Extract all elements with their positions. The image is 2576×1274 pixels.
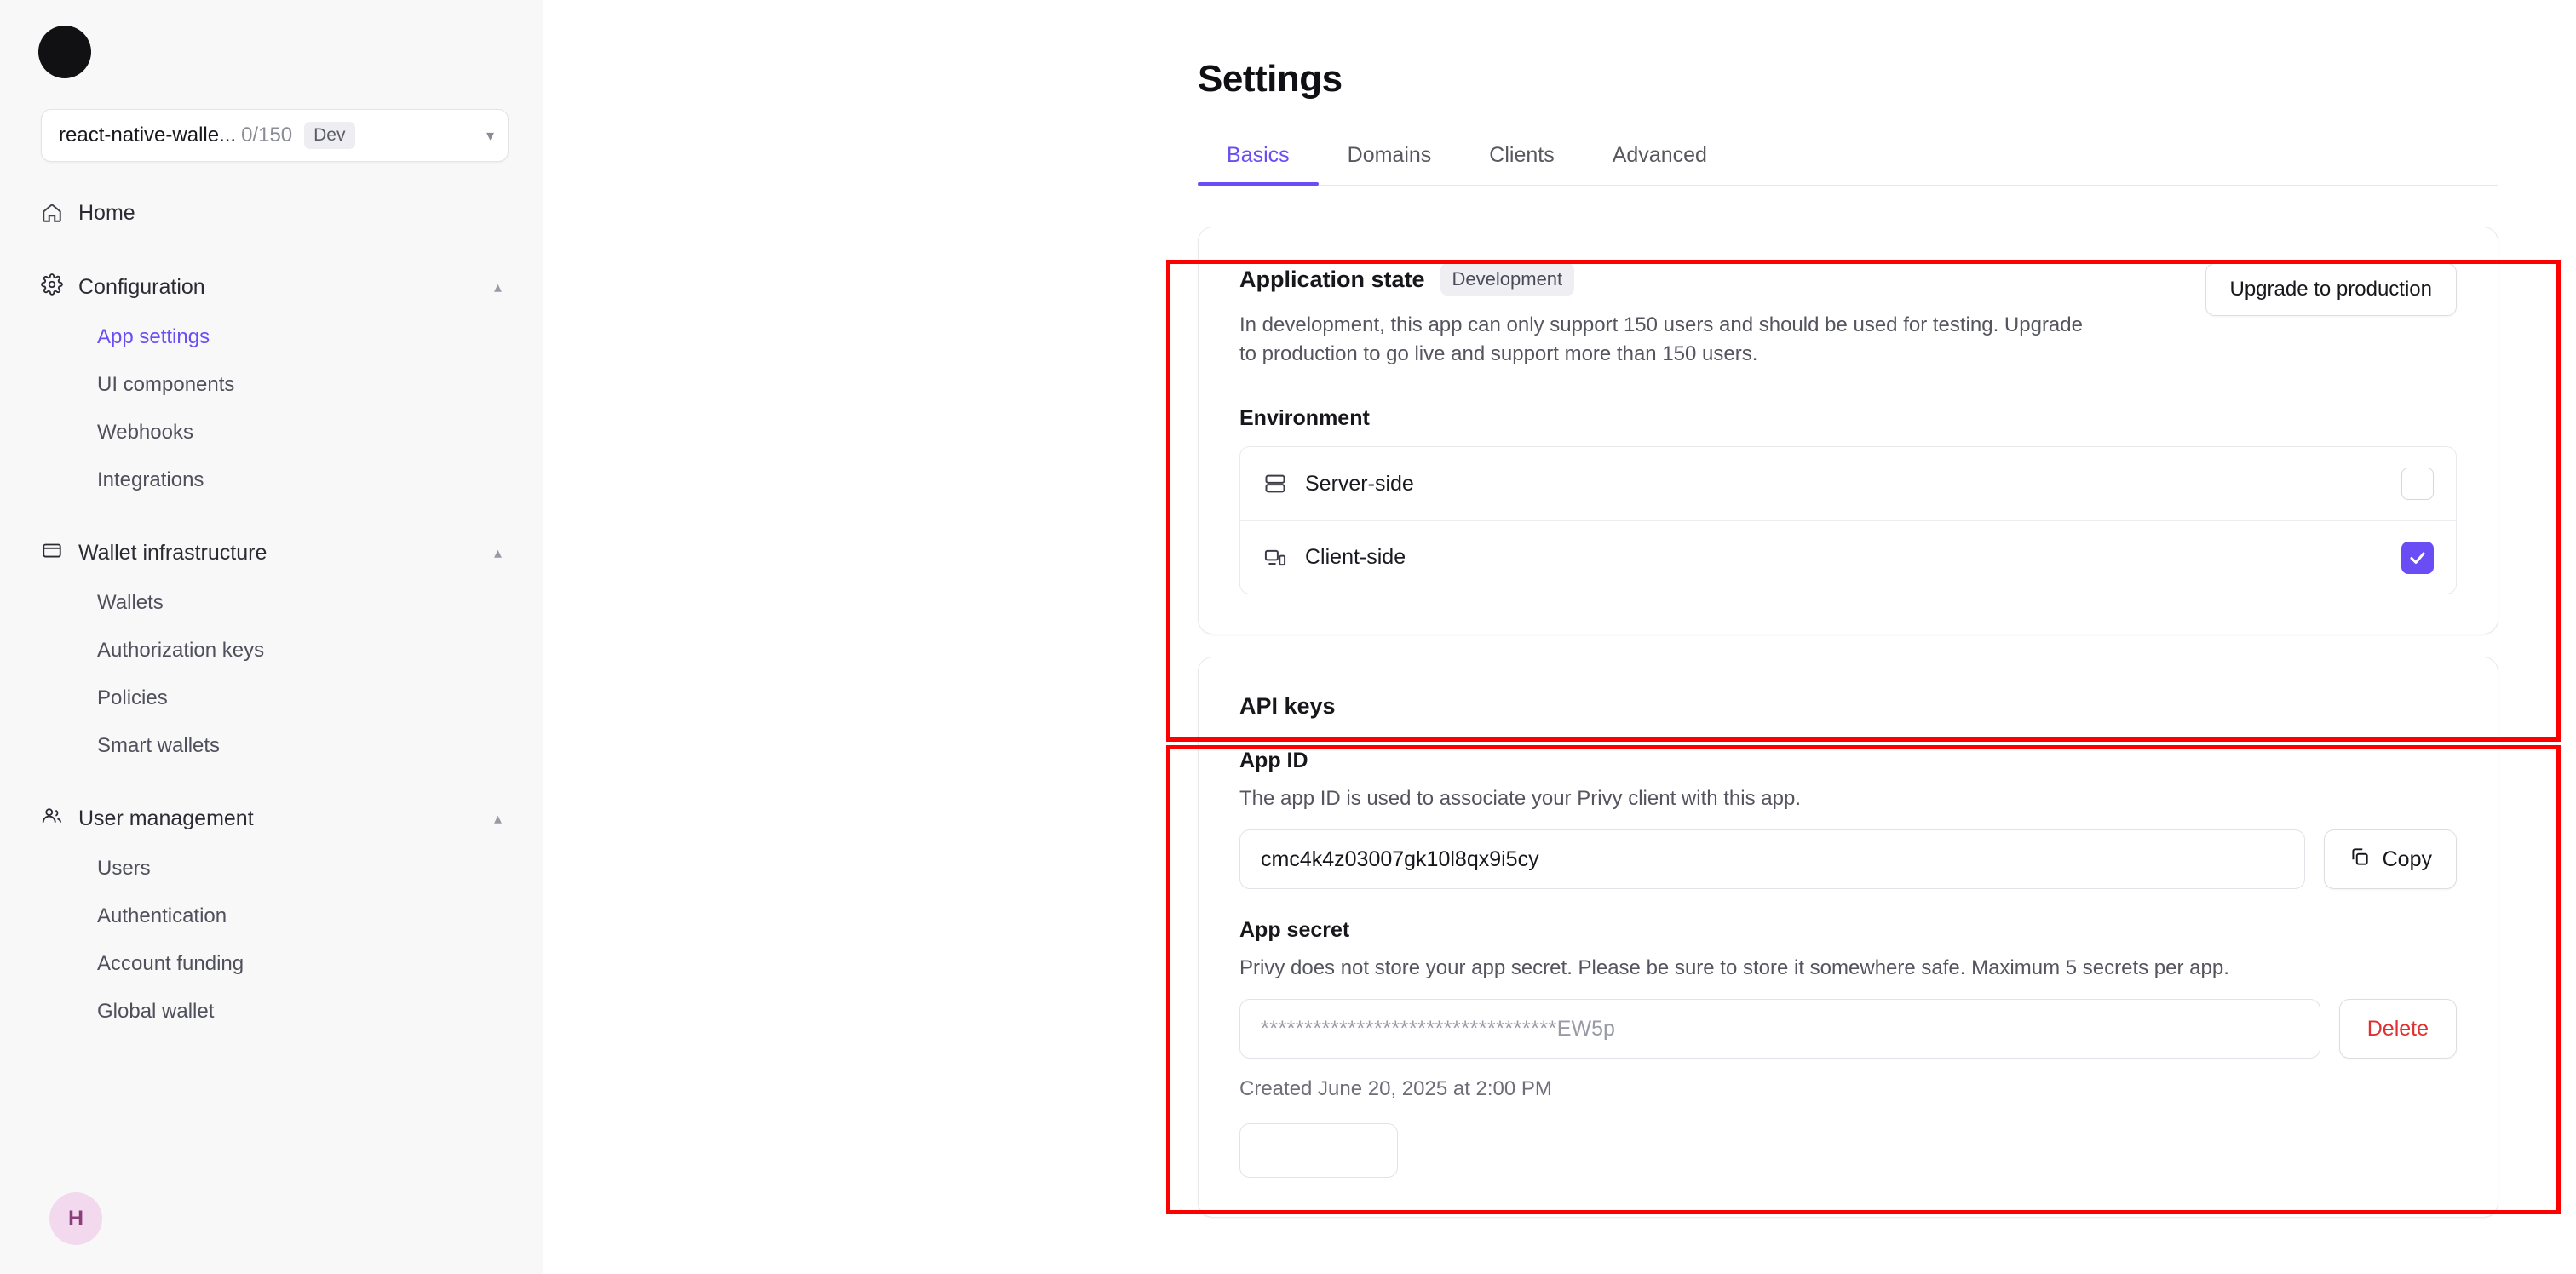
avatar-initial: H bbox=[67, 1206, 84, 1231]
gear-icon bbox=[41, 273, 63, 301]
sidebar bbox=[0, 0, 543, 1274]
copy-app-id-button[interactable] bbox=[2324, 829, 2457, 889]
application-state-description: In development, this app can only support 150 users and should be used for testing. Upgrade to production to go live and support more than 150 users. bbox=[1239, 313, 2083, 366]
app-switcher-env-badge: Dev bbox=[304, 122, 354, 149]
app-secret-input[interactable] bbox=[1239, 999, 2320, 1059]
app-secret-description: Privy does not store your app secret. Please be sure to store it somewhere safe. Maximum 5 secrets per app. bbox=[1239, 956, 2229, 980]
application-state-title-row bbox=[1239, 263, 2091, 296]
chevron-up-icon: ▴ bbox=[493, 278, 502, 296]
sidebar-item-label: Integrations bbox=[97, 468, 204, 491]
chevron-down-icon: ▾ bbox=[486, 126, 494, 144]
application-state-card bbox=[1198, 227, 2498, 634]
environment-row-client-side[interactable] bbox=[1240, 520, 2456, 594]
privy-logo-icon[interactable] bbox=[38, 26, 91, 78]
settings-tabs bbox=[1198, 143, 2498, 186]
app-secret-created-text: Created June 20, 2025 at 2:00 PM bbox=[1239, 1077, 1552, 1101]
environment-checkbox-server-side[interactable] bbox=[2401, 468, 2434, 500]
environment-label: Environment bbox=[1239, 406, 1370, 431]
sidebar-item-label: Authentication bbox=[97, 904, 227, 927]
sidebar-item-users[interactable] bbox=[0, 845, 543, 892]
wallet-icon bbox=[41, 539, 63, 567]
app-switcher-name: react-native-walle... bbox=[59, 123, 237, 146]
spacer bbox=[0, 504, 543, 526]
sidebar-item-wallets[interactable] bbox=[0, 579, 543, 627]
api-keys-title: API keys bbox=[1239, 693, 1336, 720]
sidebar-group-wallet-infrastructure[interactable] bbox=[0, 526, 543, 579]
sidebar-item-label: Wallets bbox=[97, 591, 164, 614]
sidebar-item-smart-wallets[interactable] bbox=[0, 722, 543, 770]
environment-list bbox=[1239, 446, 2457, 594]
client-device-icon bbox=[1262, 545, 1288, 571]
sidebar-group-label: Wallet infrastructure bbox=[78, 540, 267, 565]
app-id-label: App ID bbox=[1239, 749, 1308, 773]
main-content bbox=[543, 0, 2576, 1274]
sidebar-item-policies[interactable] bbox=[0, 674, 543, 722]
spacer bbox=[0, 770, 543, 792]
settings-page bbox=[543, 0, 2576, 1218]
sidebar-item-account-funding[interactable] bbox=[0, 940, 543, 988]
application-state-header bbox=[1239, 263, 2457, 369]
application-state-text bbox=[1239, 263, 2091, 369]
sidebar-item-label: Policies bbox=[97, 686, 168, 709]
environment-checkbox-client-side[interactable] bbox=[2401, 542, 2434, 574]
sidebar-item-label: Authorization keys bbox=[97, 639, 265, 662]
copy-icon bbox=[2349, 846, 2371, 874]
tab-label: Advanced bbox=[1612, 143, 1707, 167]
tab-label: Clients bbox=[1489, 143, 1555, 167]
home-icon bbox=[41, 202, 63, 224]
users-icon bbox=[41, 805, 63, 833]
sidebar-group-label: Configuration bbox=[78, 274, 205, 299]
sidebar-item-webhooks[interactable] bbox=[0, 409, 543, 456]
sidebar-item-authorization-keys[interactable] bbox=[0, 627, 543, 674]
sidebar-item-integrations[interactable] bbox=[0, 456, 543, 504]
status-badge: Development bbox=[1440, 263, 1575, 296]
page-title: Settings bbox=[1198, 58, 1343, 100]
sidebar-item-ui-components[interactable] bbox=[0, 361, 543, 409]
sidebar-item-global-wallet[interactable] bbox=[0, 988, 543, 1036]
app-id-input[interactable] bbox=[1239, 829, 2305, 889]
upgrade-to-production-button[interactable]: Upgrade to production bbox=[2205, 263, 2458, 316]
sidebar-item-label: App settings bbox=[97, 325, 210, 348]
application-state-label: Application state bbox=[1239, 266, 1425, 292]
app-secret-mask: ********************************** bbox=[1261, 1016, 1557, 1041]
sidebar-item-authentication[interactable] bbox=[0, 892, 543, 940]
environment-row-server-side[interactable] bbox=[1240, 447, 2456, 520]
tab-basics[interactable] bbox=[1198, 143, 1319, 185]
app-switcher[interactable] bbox=[41, 109, 509, 162]
copy-button-label: Copy bbox=[2382, 846, 2432, 871]
sidebar-group-configuration[interactable] bbox=[0, 261, 543, 313]
environment-label-client-side: Client-side bbox=[1305, 545, 1406, 570]
sidebar-item-label: Account funding bbox=[97, 952, 244, 975]
sidebar-item-label: Users bbox=[97, 857, 151, 880]
server-icon bbox=[1262, 471, 1288, 496]
sidebar-item-label: Webhooks bbox=[97, 421, 193, 444]
app-switcher-user-count: 0/150 bbox=[241, 123, 293, 146]
new-secret-button[interactable] bbox=[1239, 1123, 1398, 1178]
tab-domains[interactable] bbox=[1319, 143, 1461, 185]
sidebar-group-user-management[interactable] bbox=[0, 792, 543, 845]
app-secret-row bbox=[1239, 999, 2457, 1059]
api-keys-card bbox=[1198, 657, 2498, 1218]
delete-app-secret-button[interactable]: Delete bbox=[2339, 999, 2457, 1059]
tab-advanced[interactable] bbox=[1584, 143, 1736, 185]
sidebar-item-label: Global wallet bbox=[97, 1000, 215, 1023]
chevron-up-icon: ▴ bbox=[493, 543, 502, 561]
environment-label-server-side: Server-side bbox=[1305, 471, 1414, 496]
chevron-up-icon: ▴ bbox=[493, 809, 502, 827]
sidebar-item-label: Smart wallets bbox=[97, 734, 221, 757]
app-secret-label: App secret bbox=[1239, 918, 1350, 943]
sidebar-item-app-settings[interactable] bbox=[0, 313, 543, 361]
sidebar-item-label: Home bbox=[78, 200, 135, 225]
sidebar-item-home[interactable] bbox=[0, 187, 543, 238]
sidebar-item-label: UI components bbox=[97, 373, 235, 396]
app-secret-tail: EW5p bbox=[1556, 1016, 1615, 1041]
app-id-description: The app ID is used to associate your Privy client with this app. bbox=[1239, 787, 1801, 811]
spacer bbox=[0, 238, 543, 261]
avatar[interactable] bbox=[49, 1192, 102, 1245]
app-id-row bbox=[1239, 829, 2457, 889]
tab-label: Domains bbox=[1347, 143, 1432, 167]
tab-label: Basics bbox=[1227, 143, 1290, 167]
tab-clients[interactable] bbox=[1460, 143, 1583, 185]
app-id-value: cmc4k4z03007gk10l8qx9i5cy bbox=[1261, 846, 1539, 871]
sidebar-nav bbox=[0, 187, 543, 1036]
sidebar-group-label: User management bbox=[78, 806, 254, 830]
